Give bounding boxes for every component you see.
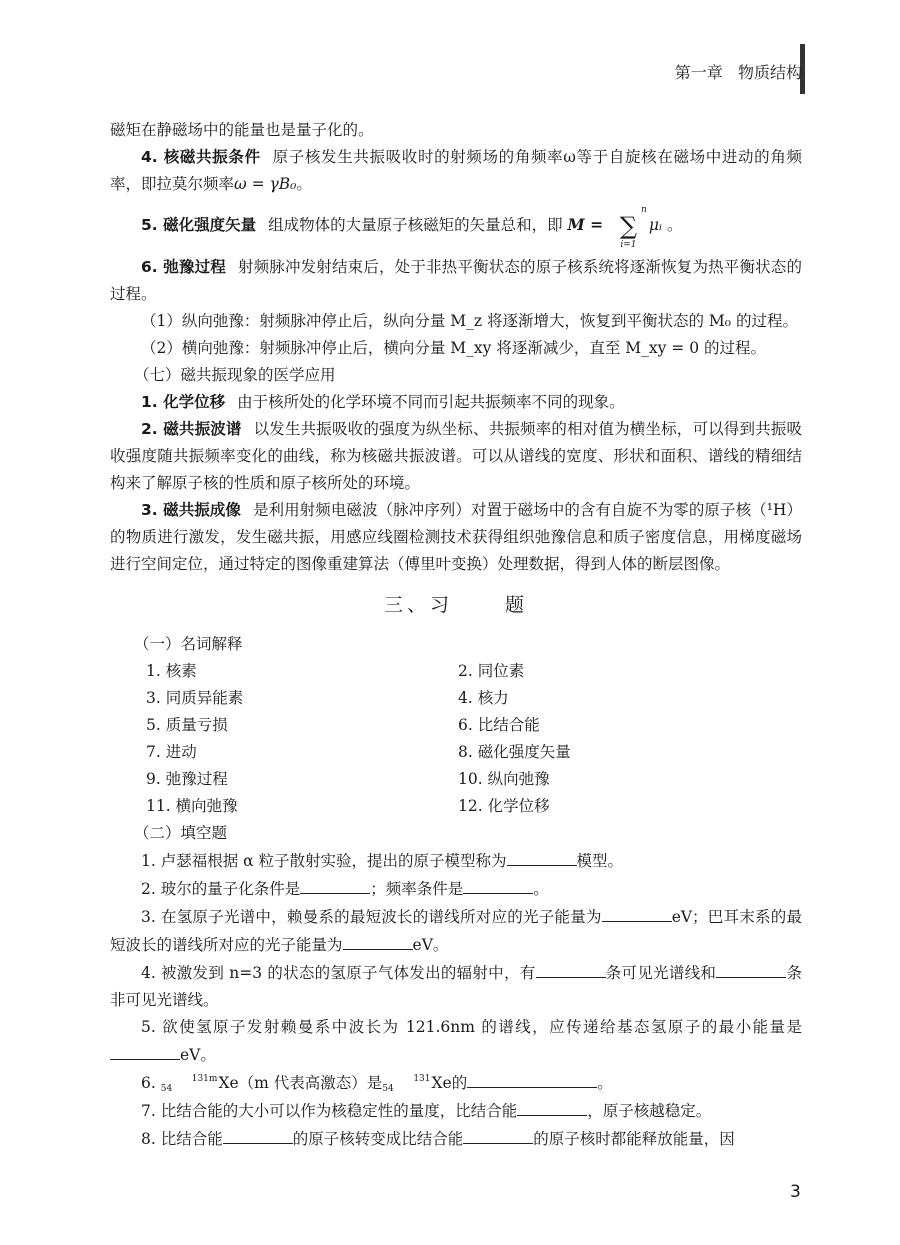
answer-blank[interactable] xyxy=(223,1125,293,1144)
question-5 xyxy=(110,1014,802,1069)
question-4 xyxy=(110,959,802,1014)
item-5-formula-rhs: μᵢ xyxy=(648,216,663,234)
q1-text-b: 模型。 xyxy=(576,852,624,870)
section-7-item-1-term: 1. 化学位移 xyxy=(141,393,226,411)
q4-text-a: 4. 被激发到 n=3 的状态的氢原子气体发出的辐射中，有 xyxy=(141,964,536,982)
question-7 xyxy=(110,1097,802,1125)
atomic-number: 54 xyxy=(160,1084,173,1094)
q6-number: 6. xyxy=(141,1074,156,1092)
section-7-item-3-text: 是利用射频电磁波（脉冲序列）对置于磁场中的含有自旋不为零的原子核（¹H）的物质进行激发，发生磁共振，用感应线圈检测技术获得组织弛豫信息和质子密度信息，用梯度磁场进行空间定位，通过特定的图像重建算法（傅里叶变换）处理数据，得到人体的断层图像。 xyxy=(110,501,803,573)
q8-text-a: 8. 比结合能 xyxy=(141,1130,223,1148)
answer-blank[interactable] xyxy=(536,959,606,978)
answer-blank[interactable] xyxy=(507,847,577,866)
section-7-item-3-term: 3. 磁共振成像 xyxy=(141,501,241,519)
term-item: 12. 化学位移 xyxy=(458,797,550,815)
q8-text-c: 的原子核时都能释放能量，因 xyxy=(533,1130,735,1148)
q4-text-c: 条非可见光谱线。 xyxy=(110,964,802,1009)
q7-text-a: 7. 比结合能的大小可以作为核稳定性的量度，比结合能 xyxy=(141,1102,518,1120)
part-2-heading: （二）填空题 xyxy=(134,824,228,842)
item-4-text: 原子核发生共振吸收时的射频场的角频率ω等于自旋核在磁场中进动的角频率，即拉莫尔频率 xyxy=(110,148,802,193)
item-4-term: 4. 核磁共振条件 xyxy=(141,148,261,166)
item-5-end: 。 xyxy=(666,216,683,234)
term-item: 10. 纵向弛豫 xyxy=(458,770,550,788)
section-7-heading: （七）磁共振现象的医学应用 xyxy=(134,366,336,384)
question-3 xyxy=(110,903,802,959)
page-content xyxy=(110,117,802,1153)
answer-blank[interactable] xyxy=(602,903,672,922)
element-symbol: Xe xyxy=(431,1074,452,1092)
running-header xyxy=(675,60,802,83)
answer-blank[interactable] xyxy=(463,1125,533,1144)
item-4-end: 。 xyxy=(296,175,312,193)
q3-text-b: eV；巴耳末系的最短波长的谱线所对应的光子能量为 xyxy=(110,908,802,954)
q4-text-b: 条可见光谱线和 xyxy=(605,964,717,982)
term-list xyxy=(146,658,802,820)
q6-text-b: 的 xyxy=(451,1074,468,1092)
chapter-title: 物质结构 xyxy=(737,63,802,82)
sum-lower-limit: i=1 xyxy=(620,240,637,250)
element-symbol: Xe xyxy=(218,1074,239,1092)
q6-text-a: （m 代表高激态）是 xyxy=(238,1074,383,1092)
term-item: 1. 核素 xyxy=(146,662,197,680)
term-item: 3. 同质异能素 xyxy=(146,689,244,707)
q6-text-c: 。 xyxy=(597,1074,613,1092)
term-item: 8. 磁化强度矢量 xyxy=(458,743,571,761)
atomic-number: 54 xyxy=(382,1084,394,1094)
q5-text-a: 5. 欲使氢原子发射赖曼系中波长为 121.6nm 的谱线，应传递给基态氢原子的最小能量是 xyxy=(141,1018,802,1036)
nuclide-notation-2 xyxy=(382,1074,430,1094)
q2-text-c: 。 xyxy=(533,880,549,898)
chapter-label: 第一章 xyxy=(674,63,723,82)
q1-text-a: 1. 卢瑟福根据 α 粒子散射实验，提出的原子模型称为 xyxy=(141,852,507,870)
term-item: 2. 同位素 xyxy=(458,662,525,680)
section-7-item-2-text: 以发生共振吸收的强度为纵坐标、共振频率的相对值为横坐标，可以得到共振吸收强度随共振频率变化的曲线，称为核磁共振波谱。可以从谱线的宽度、形状和面积、谱线的精细结构来了解原子核的性质和原子核所处的环境。 xyxy=(110,420,802,492)
question-6 xyxy=(110,1069,802,1097)
term-item: 9. 弛豫过程 xyxy=(146,770,228,788)
answer-blank[interactable] xyxy=(343,931,413,950)
term-item: 7. 进动 xyxy=(146,743,197,761)
q2-text-a: 2. 玻尔的量子化条件是 xyxy=(141,880,301,898)
q5-text-b: eV。 xyxy=(180,1046,216,1064)
item-6-sub-2: （2）横向弛豫：射频脉冲停止后，横向分量 M_xy 将逐渐减少，直至 M_xy = 0 的过程。 xyxy=(141,339,767,357)
q2-text-b: ；频率条件是 xyxy=(370,880,464,898)
page-number: 3 xyxy=(790,1182,801,1202)
q8-text-b: 的原子核转变成比结合能 xyxy=(292,1130,464,1148)
exercises-title-a: 三、习 xyxy=(383,594,453,616)
intro-paragraph: 磁矩在静磁场中的能量也是量子化的。 xyxy=(110,121,374,139)
q3-text-c: eV。 xyxy=(412,936,449,954)
item-4-formula: ω = γB₀ xyxy=(234,175,297,193)
answer-blank[interactable] xyxy=(300,875,370,894)
mass-number: 131 xyxy=(413,1074,431,1084)
term-item: 6. 比结合能 xyxy=(458,716,540,734)
section-7-item-2-term: 2. 磁共振波谱 xyxy=(141,420,242,438)
summation-symbol xyxy=(610,202,647,250)
term-item: 4. 核力 xyxy=(458,689,509,707)
exercises-title-b: 题 xyxy=(505,594,529,616)
answer-blank[interactable] xyxy=(110,1041,180,1060)
question-1 xyxy=(110,847,802,875)
q7-text-b: ，原子核越稳定。 xyxy=(587,1102,712,1120)
section-7-item-3 xyxy=(110,497,802,578)
q3-text-a: 3. 在氢原子光谱中，赖曼系的最短波长的谱线所对应的光子能量为 xyxy=(141,908,602,926)
item-5 xyxy=(110,202,802,250)
item-6-text: 射频脉冲发射结束后，处于非热平衡状态的原子核系统将逐渐恢复为热平衡状态的过程。 xyxy=(110,258,802,303)
item-4 xyxy=(110,144,802,198)
nuclide-notation-1 xyxy=(161,1074,218,1094)
section-7-item-1 xyxy=(110,389,802,416)
item-6-term: 6. 弛豫过程 xyxy=(141,258,226,276)
item-6-sub-1: （1）纵向弛豫：射频脉冲停止后，纵向分量 M_z 将逐渐增大，恢复到平衡状态的 M₀ 的过程。 xyxy=(141,312,798,330)
exercises-title xyxy=(110,592,802,619)
section-7-item-1-text: 由于核所处的化学环境不同而引起共振频率不同的现象。 xyxy=(237,393,625,411)
term-item: 11. 横向弛豫 xyxy=(146,797,238,815)
answer-blank[interactable] xyxy=(467,1069,597,1088)
sum-sign: ∑ xyxy=(619,212,637,240)
question-8 xyxy=(110,1125,802,1153)
mass-number: 131m xyxy=(191,1074,218,1084)
section-7-item-2 xyxy=(110,416,802,497)
answer-blank[interactable] xyxy=(517,1097,587,1116)
answer-blank[interactable] xyxy=(716,959,786,978)
item-5-formula-lhs: M = xyxy=(567,215,604,234)
answer-blank[interactable] xyxy=(463,875,533,894)
question-2 xyxy=(110,875,802,903)
part-1-heading: （一）名词解释 xyxy=(134,635,243,653)
item-5-text: 组成物体的大量原子核磁矩的矢量总和，即 xyxy=(268,216,563,234)
item-5-term: 5. 磁化强度矢量 xyxy=(141,216,257,234)
term-item: 5. 质量亏损 xyxy=(146,716,228,734)
sum-upper-limit: n xyxy=(641,205,647,215)
item-6 xyxy=(110,254,802,308)
